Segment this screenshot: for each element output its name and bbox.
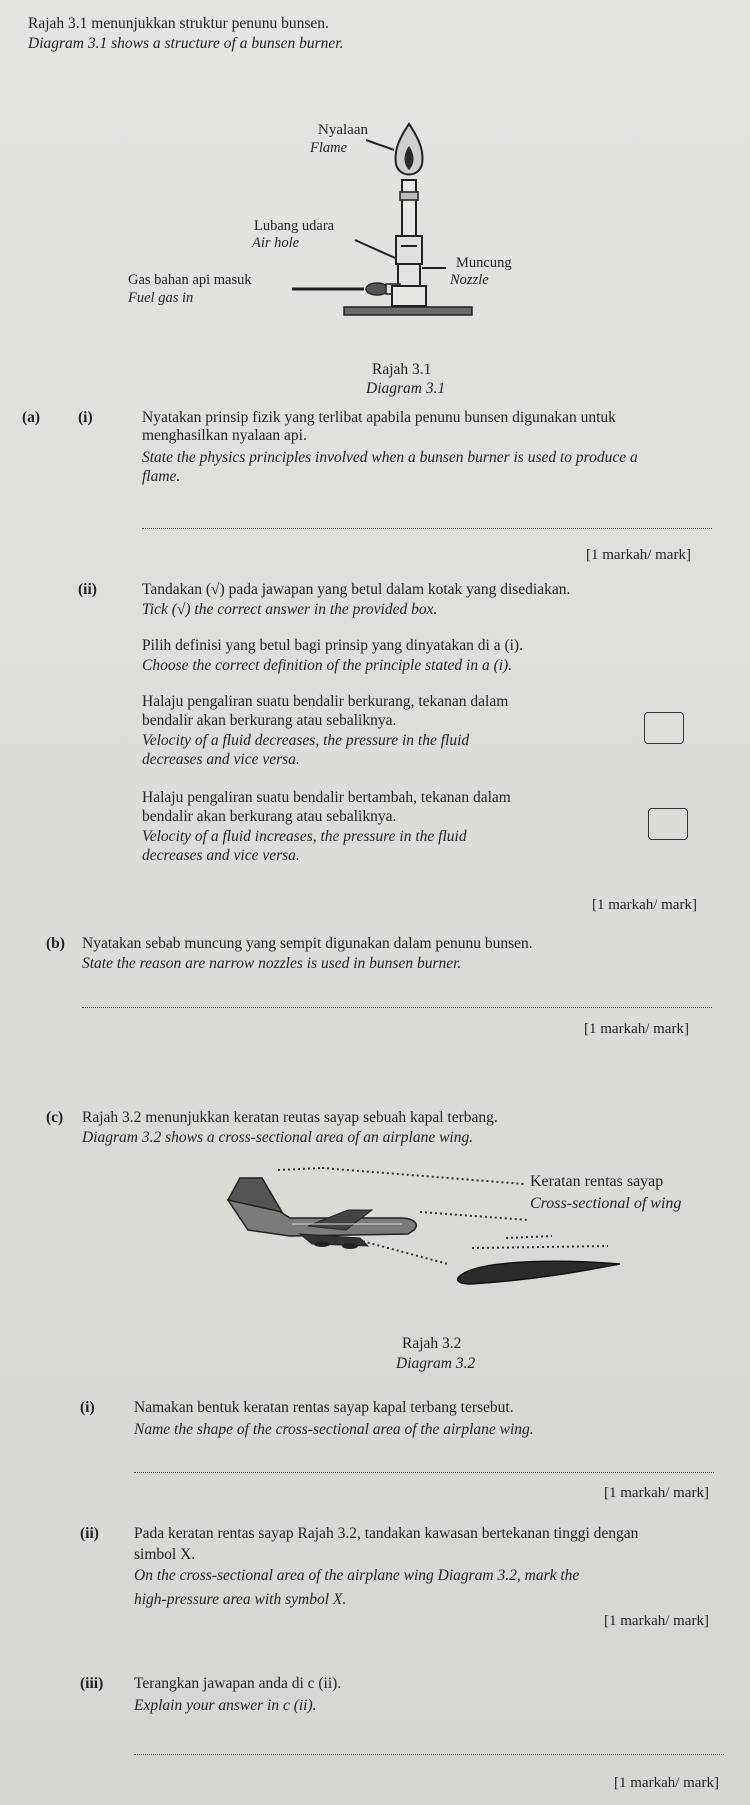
airplane-icon xyxy=(228,1178,416,1249)
diagram2-caption-ms: Rajah 3.2 xyxy=(402,1335,462,1352)
question-c-i-text-ms: Namakan bentuk keratan rentas sayap kapal terbang tersebut. xyxy=(134,1399,514,1416)
marks-c-iii: [1 markah/ mark] xyxy=(614,1775,719,1791)
question-a-ii-label: (ii) xyxy=(78,581,97,598)
fuel-label-ms: Gas bahan api masuk xyxy=(128,272,252,288)
option2-text-ms-1: Halaju pengaliran suatu bendalir bertambah, tekanan dalam xyxy=(142,789,511,806)
question-b-label: (b) xyxy=(46,935,65,952)
marks-a-i: [1 markah/ mark] xyxy=(586,547,691,563)
option1-text-en-1: Velocity of a fluid decreases, the pressure in the fluid xyxy=(142,732,470,749)
question-c-i-text-en: Name the shape of the cross-sectional area of the airplane wing. xyxy=(134,1421,534,1438)
question-a-i-text-en-1: State the physics principles involved when a bunsen burner is used to produce a xyxy=(142,449,638,466)
tick-instruction-ms: Tandakan (√) pada jawapan yang betul dalam kotak yang disediakan. xyxy=(142,581,571,598)
answer-line-c-i[interactable] xyxy=(134,1472,714,1473)
nozzle-label-en: Nozzle xyxy=(450,272,489,288)
question-c-iii-label: (iii) xyxy=(80,1675,104,1692)
question-a-i-text-en-2: flame. xyxy=(142,468,181,485)
question-c-ii-text-en-2: high-pressure area with symbol X. xyxy=(134,1591,347,1608)
question-c-text-en: Diagram 3.2 shows a cross-sectional area of an airplane wing. xyxy=(82,1129,474,1146)
flame-label-en: Flame xyxy=(310,140,348,156)
nozzle-label-ms: Muncung xyxy=(456,255,512,271)
option1-text-ms-1: Halaju pengaliran suatu bendalir berkurang, tekanan dalam xyxy=(142,693,509,710)
wing-label-ms: Keratan rentas sayap xyxy=(530,1173,664,1190)
answer-line-c-iii[interactable] xyxy=(134,1754,724,1755)
question-c-ii-text-ms-2: simbol X. xyxy=(134,1546,196,1563)
airhole-label-en: Air hole xyxy=(252,235,300,251)
airhole-label-ms: Lubang udara xyxy=(254,218,335,234)
question-c-ii-text-en-1: On the cross-sectional area of the airplane wing Diagram 3.2, mark the xyxy=(134,1567,580,1584)
question-c-iii-text-en: Explain your answer in c (ii). xyxy=(134,1697,317,1714)
option2-text-en-1: Velocity of a fluid increases, the pressure in the fluid xyxy=(142,828,467,845)
question-a-i-text-ms-1: Nyatakan prinsip fizik yang terlibat apabila penunu bunsen digunakan untuk xyxy=(142,409,616,426)
diagram2-caption-en: Diagram 3.2 xyxy=(396,1355,476,1372)
fuel-label-en: Fuel gas in xyxy=(128,290,194,306)
option1-text-ms-2: bendalir akan berkurang atau sebaliknya. xyxy=(142,712,397,729)
question-a-label: (a) xyxy=(22,409,41,426)
choose-instruction-ms: Pilih definisi yang betul bagi prinsip yang dinyatakan di a (i). xyxy=(142,637,523,654)
question-c-i-label: (i) xyxy=(80,1399,95,1416)
question-a-i-label: (i) xyxy=(78,409,93,426)
diagram1-caption-en: Diagram 3.1 xyxy=(366,380,446,397)
question-c-ii-label: (ii) xyxy=(80,1525,99,1542)
intro-text-en: Diagram 3.1 shows a structure of a bunsen burner. xyxy=(28,35,344,52)
question-c-iii-text-ms: Terangkan jawapan anda di c (ii). xyxy=(134,1675,342,1692)
question-c-text-ms: Rajah 3.2 menunjukkan keratan reutas sayap sebuah kapal terbang. xyxy=(82,1109,498,1126)
marks-b: [1 markah/ mark] xyxy=(584,1021,689,1037)
option2-text-ms-2: bendalir akan berkurang atau sebaliknya. xyxy=(142,808,397,825)
choose-instruction-en: Choose the correct definition of the principle stated in a (i). xyxy=(142,657,513,674)
question-c-ii-text-ms-1: Pada keratan rentas sayap Rajah 3.2, tandakan kawasan bertekanan tinggi dengan xyxy=(134,1525,639,1542)
marks-c-ii: [1 markah/ mark] xyxy=(604,1613,709,1629)
wing-cross-section-shape xyxy=(458,1261,620,1284)
marks-a-ii: [1 markah/ mark] xyxy=(592,897,697,913)
question-a-i-text-ms-2: menghasilkan nyalaan api. xyxy=(142,427,307,444)
flame-label-ms: Nyalaan xyxy=(318,122,368,138)
diagram1-caption-ms: Rajah 3.1 xyxy=(372,361,432,378)
question-c-label: (c) xyxy=(46,1109,64,1126)
option1-text-en-2: decreases and vice versa. xyxy=(142,751,300,768)
marks-c-i: [1 markah/ mark] xyxy=(604,1485,709,1501)
wing-label-en: Cross-sectional of wing xyxy=(530,1195,682,1212)
intro-text-ms: Rajah 3.1 menunjukkan struktur penunu bunsen. xyxy=(28,15,329,32)
question-b-text-ms: Nyatakan sebab muncung yang sempit digunakan dalam penunu bunsen. xyxy=(82,935,533,952)
question-b-text-en: State the reason are narrow nozzles is used in bunsen burner. xyxy=(82,955,462,972)
option2-text-en-2: decreases and vice versa. xyxy=(142,847,300,864)
tick-instruction-en: Tick (√) the correct answer in the provided box. xyxy=(142,601,438,618)
